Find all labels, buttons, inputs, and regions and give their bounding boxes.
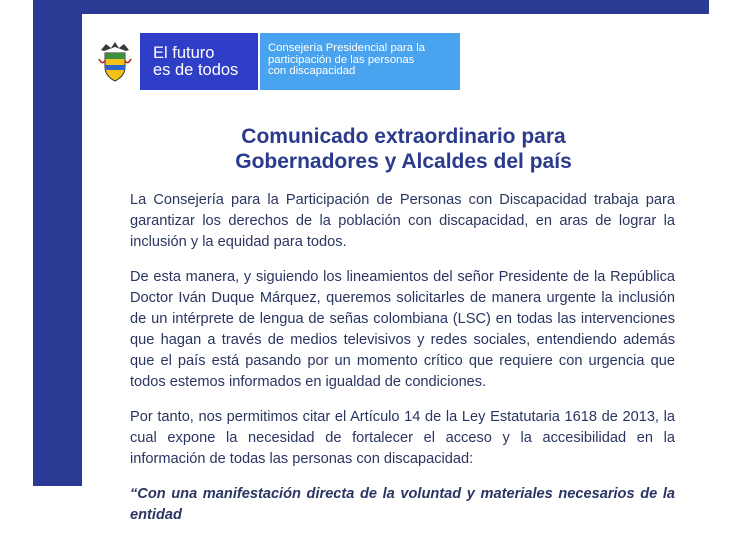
paragraph-request: De esta manera, y siguiendo los lineamientos del señor Presidente de la República Doctor Iván Duque Márquez, queremos solicitarles de manera urgente la inclusión de un intérprete de lengua de señas colombiana (LSC) en todas las intervenciones que hagan a través de medios televisivos y redes sociales, entendiendo además que el país está pasando por un momento crítico que requiere con urgencia que todos estemos informados en igualdad de condiciones. xyxy=(130,269,675,390)
document-sheet xyxy=(82,14,725,523)
paragraph-intro: La Consejería para la Participación de Personas con Discapacidad trabaja para garantizar los derechos de la población con discapacidad, en aras de lograr la inclusión y la equidad para todos. xyxy=(130,192,675,250)
title-line-1: Comunicado extraordinario para xyxy=(241,125,566,148)
paragraph-law-citation: Por tanto, nos permitimos citar el Artículo 14 de la Ley Estatutaria 1618 de 2013, la cual expone la necesidad de fortalecer el acceso y la accesibilidad en la información de todas las personas con discapacidad: xyxy=(130,409,675,467)
colombia-coat-of-arms-icon xyxy=(90,33,140,90)
page-frame xyxy=(33,0,709,523)
slogan-block xyxy=(140,33,260,90)
entity-line-2: participación de las personas xyxy=(268,53,415,66)
entity-line-1: Consejería Presidencial para la xyxy=(268,42,425,54)
entity-line-3: con discapacidad xyxy=(268,65,356,77)
document-body xyxy=(130,190,675,540)
slogan-line-1: El futuro xyxy=(153,43,215,62)
slogan-line-2: es de todos xyxy=(153,60,239,79)
title-line-2: Gobernadores y Alcaldes del país xyxy=(235,150,572,173)
paragraph-quote: “Con una manifestación directa de la voluntad y materiales necesarios de la entidad xyxy=(130,486,675,523)
entity-name-block xyxy=(260,33,460,90)
document-title xyxy=(82,124,725,174)
government-banner xyxy=(90,33,460,90)
